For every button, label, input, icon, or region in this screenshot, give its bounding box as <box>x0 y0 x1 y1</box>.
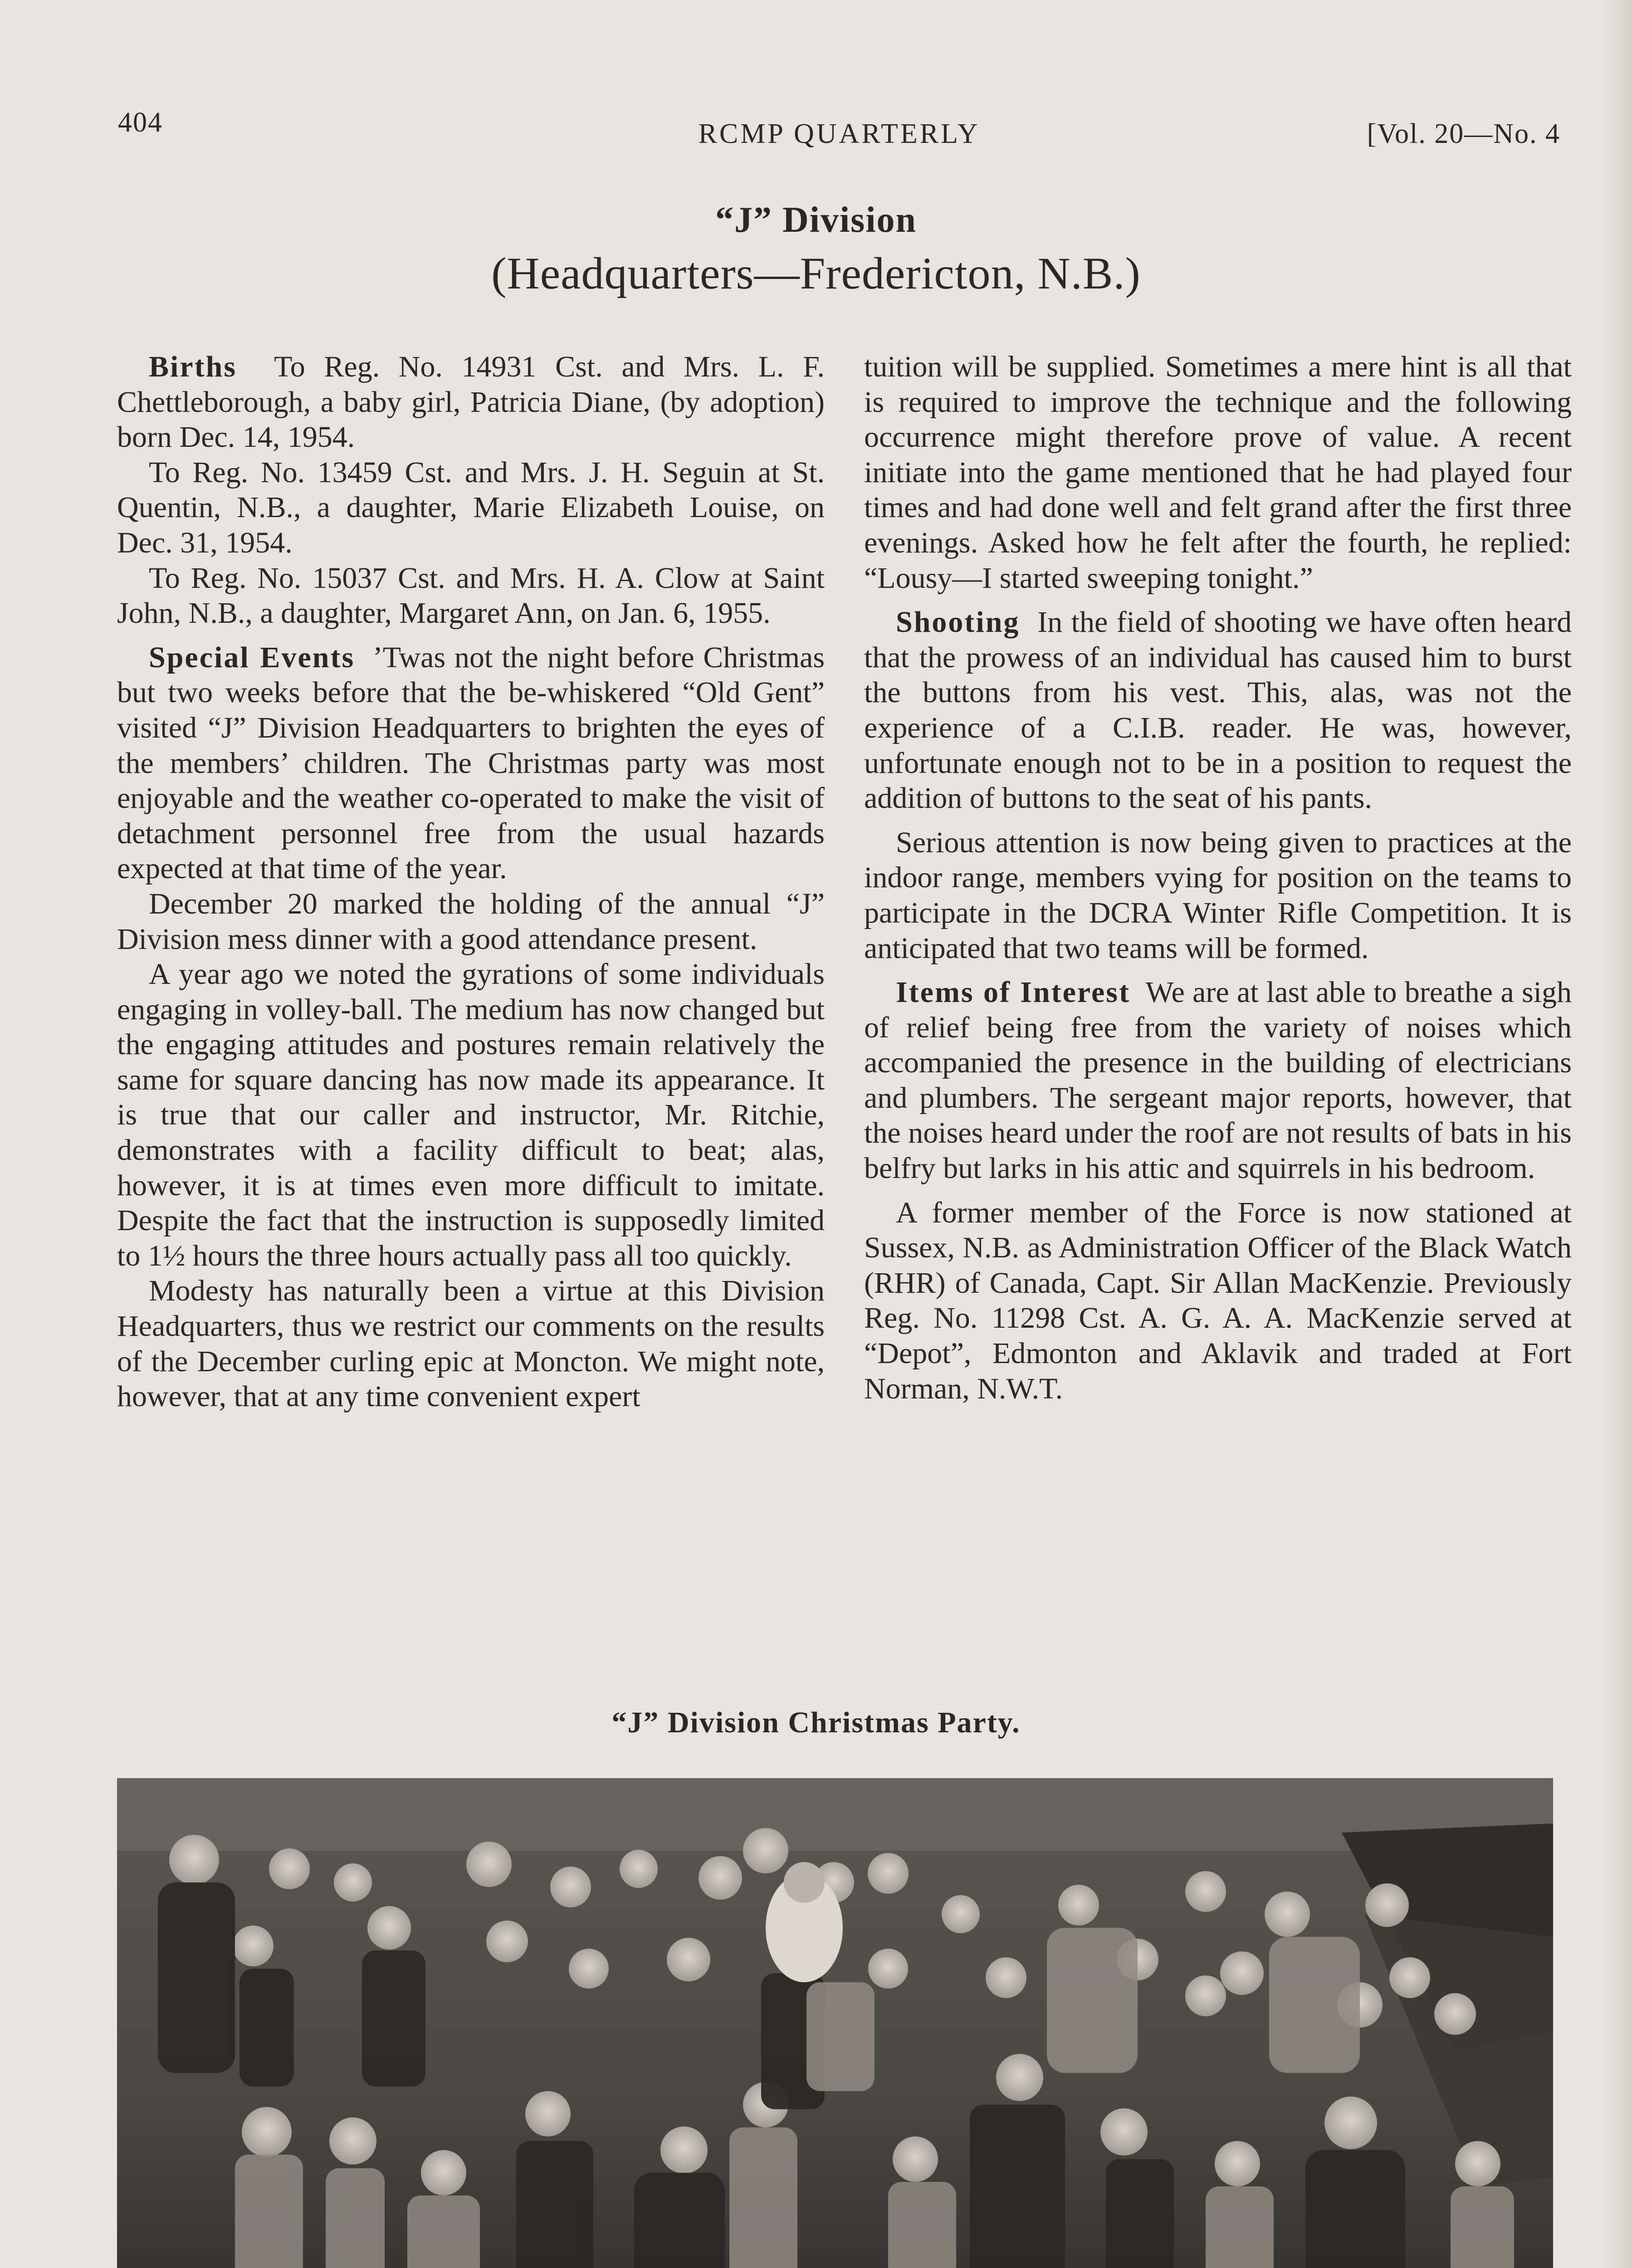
special-events-heading: Special Events <box>149 640 355 674</box>
special-events-paragraph-4: Modesty has naturally been a virtue at this Division Headquarters, thus we restrict our comments on the results of the December curling epic at Moncton. We might note, however, that at any time convenient expert <box>117 1274 825 1413</box>
special-events-paragraph-1 <box>117 640 825 886</box>
group-photo-illustration <box>117 1778 1553 2268</box>
shooting-paragraph-2: Serious attention is now being given to practices at the indoor range, members vying for position on the teams to participate in the DCRA Winter Rifle Competition. It is anticipated that two teams will be formed. <box>864 826 1572 965</box>
article-subtitle: (Headquarters—Fredericton, N.B.) <box>491 248 1141 298</box>
shooting-heading: Shooting <box>896 606 1020 639</box>
births-paragraph-3: To Reg. No. 15037 Cst. and Mrs. H. A. Clow at Saint John, N.B., a daughter, Margaret Ann, on Jan. 6, 1955. <box>117 561 825 630</box>
volume-label: [Vol. 20—No. 4 <box>1367 118 1560 149</box>
christmas-party-photo <box>117 1778 1553 2268</box>
photo-caption: “J” Division Christmas Party. <box>611 1706 1021 1739</box>
items-of-interest-heading: Items of Interest <box>896 976 1130 1009</box>
special-events-paragraph-3: A year ago we noted the gyrations of some individuals engaging in volley-ball. The medium has now changed but the engaging attitudes and postures remain relatively the same for square dancing has now made its appearance. It is true that our caller and instructor, Mr. Ritchie, demonstrates with a facility difficult to beat; alas, however, it is at times even more difficult to imitate. Despite the fact that the instruction is supposedly limited to 1½ hours the three hours actually pass all too quickly. <box>117 958 825 1272</box>
page-number: 404 <box>118 107 163 138</box>
births-text-1: To Reg. No. 14931 Cst. and Mrs. L. F. Chettleborough, a baby girl, Patricia Diane, (by adoption) born Dec. 14, 1954. <box>117 350 825 454</box>
running-title: RCMP QUARTERLY <box>698 118 980 149</box>
running-header <box>118 107 1560 156</box>
items-of-interest-paragraph-1 <box>864 975 1572 1186</box>
items-of-interest-paragraph-2: A former member of the Force is now stationed at Sussex, N.B. as Administration Officer of the Black Watch (RHR) of Canada, Capt. Sir Allan MacKenzie. Previously Reg. No. 11298 Cst. A. G. A. A. MacKenzie served at “Depot”, Edmonton and Aklavik and traded at Fort Norman, N.W.T. <box>864 1196 1572 1405</box>
births-heading: Births <box>149 350 237 383</box>
births-paragraph-2: To Reg. No. 13459 Cst. and Mrs. J. H. Seguin at St. Quentin, N.B., a daughter, Marie Elizabeth Louise, on Dec. 31, 1954. <box>117 455 825 559</box>
births-paragraph-1 <box>117 349 825 455</box>
special-events-text-1: ’Twas not the night before Christmas but two weeks before that the be-whiskered “Old Gent” visited “J” Division Headquarters to brighten the eyes of the members’ children. The Christmas party was most enjoyable and the weather co-operated to make the visit of detachment personnel free from the usual hazards expected at that time of the year. <box>117 640 825 885</box>
special-events-paragraph-2: December 20 marked the holding of the annual “J” Division mess dinner with a good attendance present. <box>117 887 825 956</box>
items-of-interest-text-1: We are at last able to breathe a sigh of relief being free from the variety of noises which accompanied the presence in the building of electricians and plumbers. The sergeant major reports, however, that the noises heard under the roof are not results of bats in his belfry but larks in his attic and squirrels in his bedroom. <box>864 976 1572 1185</box>
continued-paragraph: tuition will be supplied. Sometimes a mere hint is all that is required to improve the technique and the following occurrence might therefore prove of value. A recent initiate into the game mentioned that he had played four times and had done well and felt grand after the first three evenings. Asked how he felt after the fourth, he replied: “Lousy—I started sweeping tonight.” <box>864 350 1572 595</box>
shooting-paragraph-1 <box>864 605 1572 816</box>
right-column <box>864 349 1572 1406</box>
article-title: “J” Division <box>715 200 917 240</box>
left-column <box>117 349 825 1414</box>
shooting-text-1: In the field of shooting we have often heard that the prowess of an individual has caused him to burst the buttons from his vest. This, alas, was not the experience of a C.I.B. reader. He was, however, unfortunate enough not to be in a position to request the addition of buttons to the seat of his pants. <box>864 606 1572 815</box>
page-edge-shadow <box>1605 0 1632 2268</box>
